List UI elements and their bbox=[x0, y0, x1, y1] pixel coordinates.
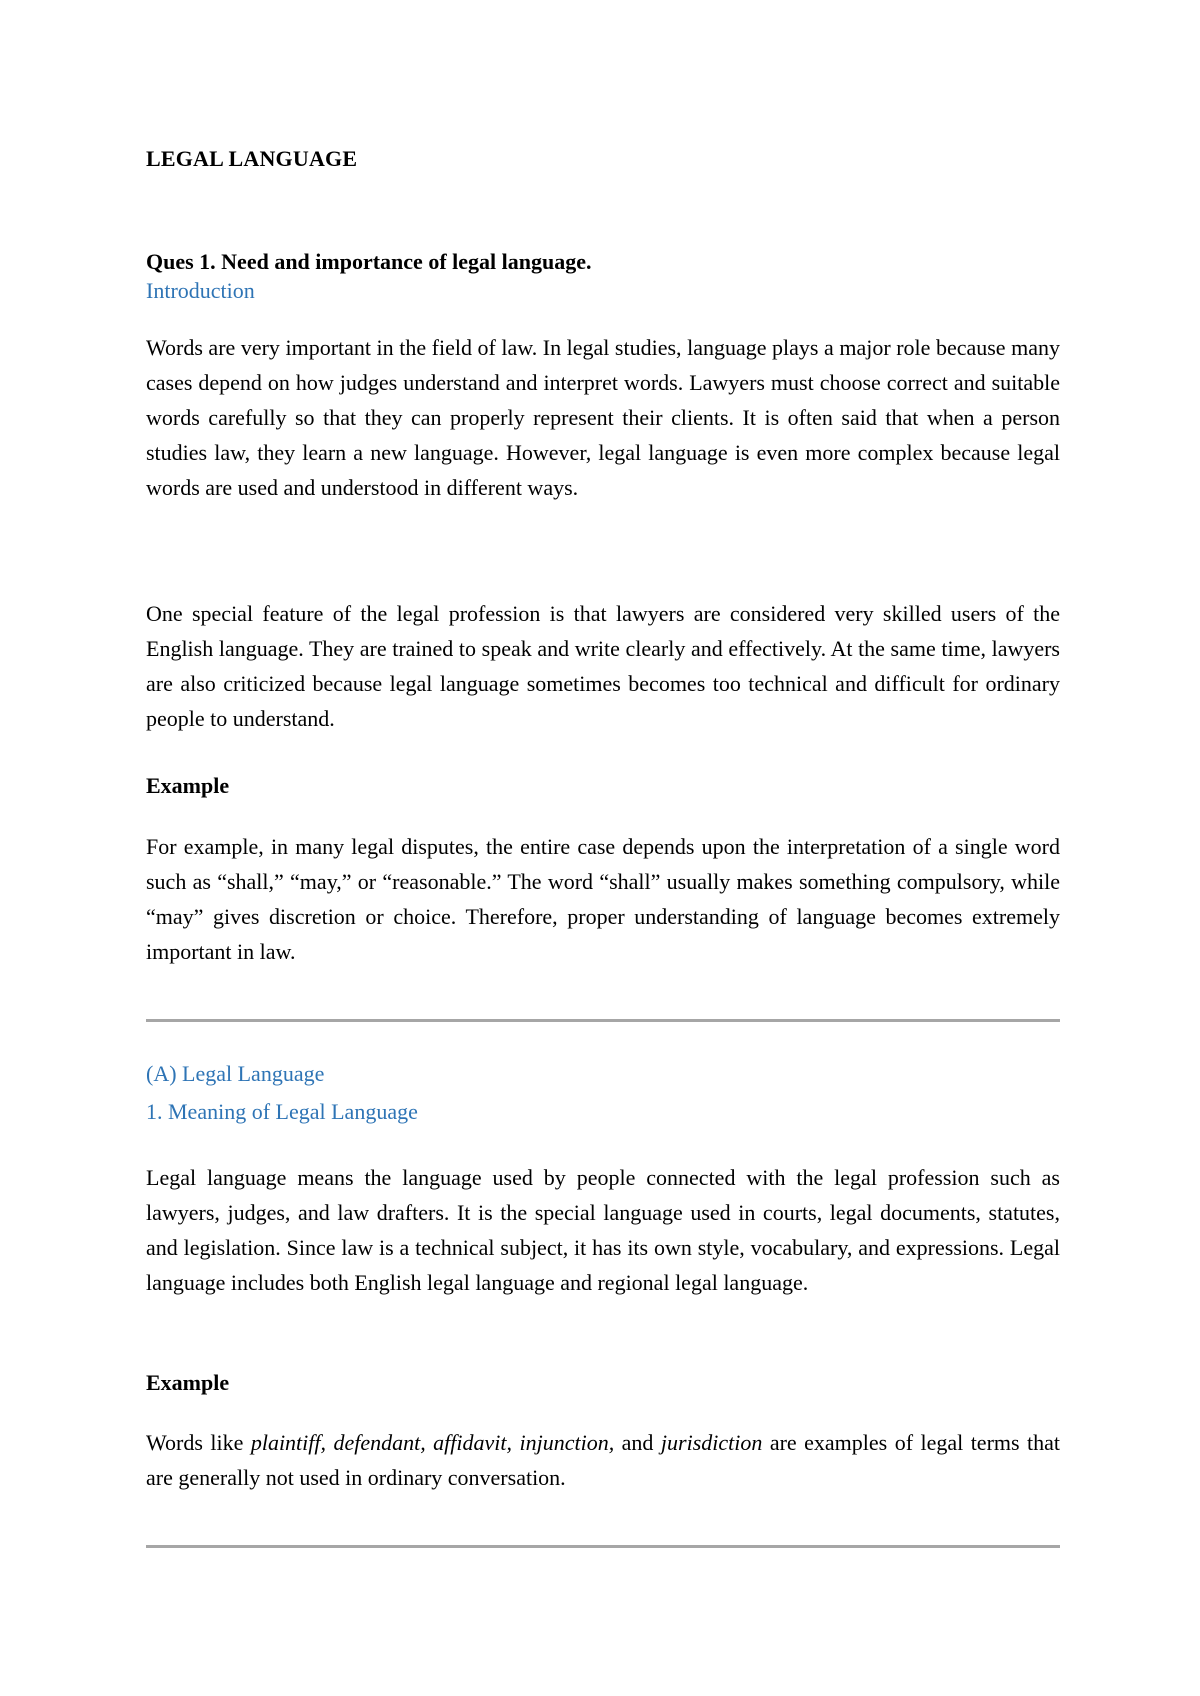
document-title: LEGAL LANGUAGE bbox=[146, 146, 358, 171]
example-paragraph-1: For example, in many legal disputes, the entire case depends upon the interpretation of a single word such as “shall,” “may,” or “reasonable.” The word “shall” usually makes something compulsory, while “may” gives discretion or choice. Therefore, proper understanding of language becomes extremely important in law. bbox=[146, 834, 1060, 964]
subsection-heading-meaning: 1. Meaning of Legal Language bbox=[146, 1099, 418, 1124]
section-heading-legal-language: (A) Legal Language bbox=[146, 1061, 325, 1086]
legal-terms-list: plaintiff, defendant, affidavit, injunction, bbox=[250, 1430, 615, 1455]
example-2-and: and bbox=[621, 1430, 654, 1455]
example-heading-2: Example bbox=[146, 1370, 230, 1395]
introduction-heading: Introduction bbox=[146, 278, 255, 303]
question-heading: Ques 1. Need and importance of legal language. bbox=[146, 249, 592, 274]
legal-term-jurisdiction: jurisdiction bbox=[660, 1430, 763, 1455]
example-2-prefix: Words like bbox=[146, 1430, 244, 1455]
intro-paragraph-2: One special feature of the legal profession is that lawyers are considered very skilled users of the English language. They are trained to speak and write clearly and effectively. At the same time, lawyers are also criticized because legal language sometimes becomes too technical and difficult for ordinary people to understand. bbox=[146, 601, 1060, 731]
intro-paragraph-1: Words are very important in the field of law. In legal studies, language plays a major role because many cases depend on how judges understand and interpret words. Lawyers must choose correct and suitable words carefully so that they can properly represent their clients. It is often said that when a person studies law, they learn a new language. However, legal language is even more complex because legal words are used and understood in different ways. bbox=[146, 335, 1060, 500]
section-divider-2 bbox=[146, 1545, 1060, 1548]
example-paragraph-2 bbox=[146, 1425, 1060, 1495]
section-divider-1 bbox=[146, 1019, 1060, 1022]
example-heading-1: Example bbox=[146, 773, 230, 798]
example-2-suffix: are examples of legal terms that are generally not used in ordinary conversation. bbox=[146, 1430, 1061, 1490]
meaning-paragraph: Legal language means the language used by people connected with the legal profession such as lawyers, judges, and law drafters. It is the special language used in courts, legal documents, statutes, and legislation. Since law is a technical subject, it has its own style, vocabulary, and expressions. Legal language includes both English legal language and regional legal language. bbox=[146, 1165, 1060, 1295]
